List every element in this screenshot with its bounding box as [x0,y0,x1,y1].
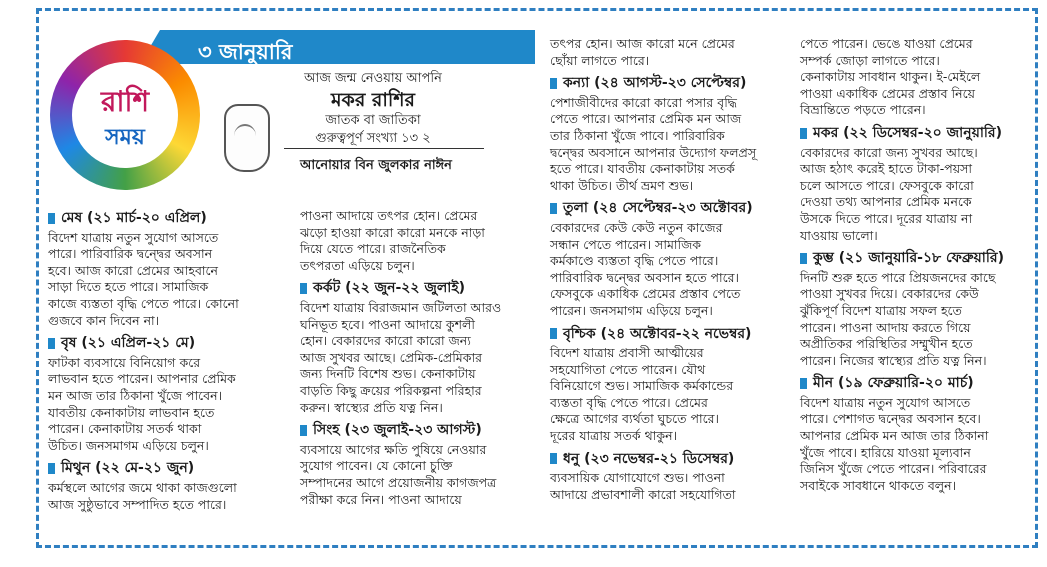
sign-text: পেশাজীবীদের কারো কারো পসার বৃদ্ধি পেতে পারে। আপনার প্রেমিক মন আজ তার ঠিকানা খুঁজে পাবে। পারিবারিক দ্বন্দ্বের অবসানে আপনার উদ্যোগ ফলপ্রসূ হতে পারে। যাবতীয় কেনাকাটায় সতর্ক থাকা উচিত। তীর্থ ভ্রমণ শুভ। [550,94,757,193]
intro-sign: মকর রাশির [331,89,415,111]
continuation-text: পাওনা আদায়ে তৎপর হোন। প্রেমের ঝড়ো হাওয়া কারো কারো মনকে নাড়া দিয়ে যেতে পারে। রাজনৈতিক তৎপরতা এড়িয়ে চলুন। [300,208,485,273]
square-bullet-icon [800,128,807,139]
sign-heading: মিথুন (২২ মে-২১ জুন) [48,460,296,477]
column-4 [800,36,1036,494]
sign-text: বিদেশ যাত্রায় প্রবাসী আত্মীয়ের সহযোগিতা পেতে পারেন। যৌথ বিনিয়োগে শুভ। সামাজিক কর্মকান্ডের ব্যস্ততা বৃদ্ধি পেতে পারে। প্রেমের ক্ষেত্রে আগের ব্যর্থতা ঘুচতে পারে। দূরের যাত্রায় সতর্ক থাকুন। [550,345,734,444]
sign-text: বেকারদের কেউ কেউ নতুন কাজের সন্ধান পেতে পারেন। সামাজিক কর্মকাণ্ডে ব্যস্ততা বৃদ্ধি পেতে পারে। পারিবারিক দ্বন্দ্বের অবসান হতে পারে। ফেসবুকে একাধিক প্রেমের প্রস্তাব পেতে পারেন। জনসমাগম এড়িয়ে চলুন। [550,219,741,318]
sign-text: ব্যবসায়িক যোগাযোগে শুভ। পাওনা আদায়ে প্রভাবশালী কারো সহযোগিতা [550,470,736,502]
sign-heading: কুম্ভ (২১ জানুয়ারি-১৮ ফেব্রুয়ারি) [800,250,1036,267]
intro-line: জাতক বা জাতিকা [325,113,421,128]
sign-text: বেকারদের কারো জন্য সুখবর আছে। আজ হঠাৎ করেই হাতে টাকা-পয়সা চলে আসতে পারে। ফেসবুকে কারো দেওয়া তথ্য আপনার প্রেমিক মনকে উসকে দিতে পারে। দূরের যাত্রায় না যাওয়ায় ভালো। [800,144,978,243]
divider [284,148,484,149]
column-3 [550,36,790,503]
column-2 [300,208,540,508]
square-bullet-icon [48,213,55,224]
column-1 [48,204,296,513]
sign-text: ফাটকা ব্যবসায়ে বিনিয়োগ করে লাভবান হতে পারেন। আপনার প্রেমিক মন আজ তার ঠিকানা খুঁজে পাবেন। যাবতীয় কেনাকাটায় লাভবান হতে পারেন। কেনাকাটায় সতর্ক থাকা উচিত। জনসমাগম এড়িয়ে চলুন। [48,354,236,453]
sign-heading: সিংহ (২৩ জুলাই-২৩ আগস্ট) [300,422,540,439]
sign-text: দিনটি শুরু হতে পারে প্রিয়জনদের কাছে পাওয়া সুখবর দিয়ে। বেকারদের কেউ ঝুঁকিপূর্ণ বিদেশ যাত্রায় সফল হতে পারেন। পাওনা আদায় করতে গিয়ে অপ্রীতিকর পরিস্থিতির সম্মুখীন হতে পারেন। নিজের স্বাস্থ্যের প্রতি যত্ন নিন। [800,269,996,368]
sign-text: বিদেশ যাত্রায় নতুন সুযোগ আসতে পারে। পেশাগত দ্বন্দ্বের অবসান হবে। আপনার প্রেমিক মন আজ তার ঠিকানা খুঁজে পাবে। হারিয়ে যাওয়া মূল্যবান জিনিস খুঁজে পেতে পারেন। পরিবারের সবাইকে সাবধানে থাকতে বলুন। [800,394,989,493]
square-bullet-icon [550,328,557,339]
square-bullet-icon [300,283,307,294]
sign-heading: বৃশ্চিক (২৪ অক্টোবর-২২ নভেম্বর) [550,326,790,343]
sign-text: ব্যবসায়ে আগের ক্ষতি পুষিয়ে নেওয়ার সুযোগ পাবেন। যে কোনো চুক্তি সম্পাদনের আগে প্রয়োজনীয় কাগজপত্র পরীক্ষা করে নিন। পাওনা আদায়ে [300,441,497,507]
square-bullet-icon [800,378,807,389]
sign-text: বিদেশ যাত্রায় বিরাজমান জটিলতা আরও ঘনিভূত হবে। পাওনা আদায়ে কুশলী হোন। বেকারদের কারো কারো জন্য আজ সুখবর আছে। প্রেমিক-প্রেমিকার জন্য দিনটি বিশেষ শুভ। কেনাকাটায় বাড়তি কিছু ক্রয়ের পরিকল্পনা পরিহার করুন। স্বাস্থ্যের প্রতি যত্ন নিন। [300,299,502,415]
square-bullet-icon [48,463,55,474]
square-bullet-icon [550,453,557,464]
logo-text-2: সময় [105,125,145,150]
author-name: আনোয়ার বিন জুলকার নাঈন [300,158,452,173]
square-bullet-icon [300,425,307,436]
sign-heading: ধনু (২৩ নভেম্বর-২১ ডিসেম্বর) [550,451,790,468]
square-bullet-icon [550,78,557,89]
sign-text: কর্মস্থলে আগের জমে থাকা কাজগুলো আজ সুষ্ঠুভাবে সম্পাদিত হতে পারে। [48,479,237,512]
sign-heading: বৃষ (২১ এপ্রিল-২১ মে) [48,335,296,352]
continuation-text: পেতে পারেন। ভেঙে যাওয়া প্রেমের সম্পর্ক জোড়া লাগতে পারে। কেনাকাটায় সাবধান থাকুন। ই-মেইলে পাওয়া একাধিক প্রেমের প্রস্তাব নিয়ে বিভ্রান্তিতে পড়তে পারেন। [800,36,981,118]
sign-heading: তুলা (২৪ সেপ্টেম্বর-২৩ অক্টোবর) [550,200,790,217]
square-bullet-icon [800,253,807,264]
square-bullet-icon [48,338,55,349]
sign-heading: মীন (১৯ ফেব্রুয়ারি-২০ মার্চ) [800,375,1036,392]
intro-block [256,70,490,148]
sign-text: বিদেশ যাত্রায় নতুন সুযোগ আসতে পারে। পারিবারিক দ্বন্দ্বের অবসান হবে। আজ কারো প্রেমের আহবানে সাড়া দিতে হতে পারে। সামাজিক কাজে ব্যস্ততা বৃদ্ধি পেতে পারে। কোনো গুজবে কান দিবেন না। [48,229,239,328]
sign-heading: কর্কট (২২ জুন-২২ জুলাই) [300,280,540,297]
logo-text-1: রাশি [100,85,150,118]
continuation-text: তৎপর হোন। আজ কারো মনে প্রেমের ছোঁয়া লাগতে পারে। [550,36,735,68]
square-bullet-icon [550,203,557,214]
sign-heading: কন্যা (২৪ আগস্ট-২৩ সেপ্টেম্বর) [550,75,790,92]
zodiac-wheel-icon [50,40,200,190]
intro-line: আজ জন্ম নেওয়ায় আপনি [304,71,442,86]
sign-heading: মেষ (২১ মার্চ-২০ এপ্রিল) [48,210,296,227]
sign-heading: মকর (২২ ডিসেম্বর-২০ জানুয়ারি) [800,125,1036,142]
intro-line: গুরুত্বপূর্ণ সংখ্যা ১৩ ২ [315,131,431,146]
date-label: ৩ জানুয়ারি [198,40,293,64]
